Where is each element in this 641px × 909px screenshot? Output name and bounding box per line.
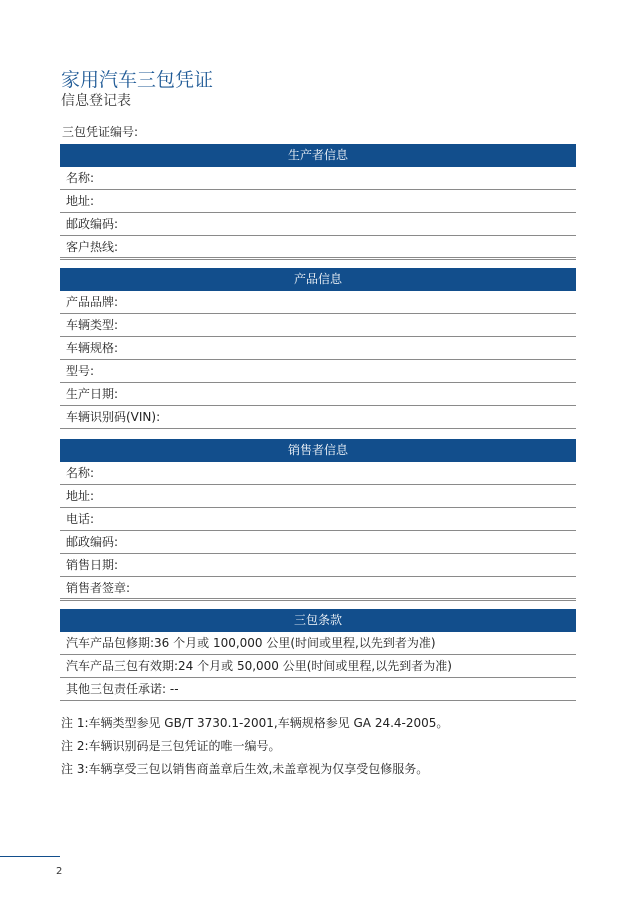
page-title: 家用汽车三包凭证: [61, 69, 214, 91]
producer-info-section: [60, 144, 576, 260]
form-row[interactable]: 地址:: [60, 190, 576, 213]
form-row[interactable]: 生产日期:: [60, 383, 576, 406]
note-item: 注 3:车辆享受三包以销售商盖章后生效,未盖章视为仅享受包修服务。: [61, 762, 429, 776]
form-row[interactable]: 邮政编码:: [60, 531, 576, 554]
form-row[interactable]: 电话:: [60, 508, 576, 531]
notes: [61, 712, 581, 781]
footer-divider: [0, 856, 60, 857]
certificate-number-label: 三包凭证编号:: [62, 125, 139, 139]
product-info-section: [60, 268, 576, 429]
form-row[interactable]: 销售日期:: [60, 554, 576, 577]
form-row[interactable]: 客户热线:: [60, 236, 576, 260]
form-row[interactable]: 名称:: [60, 462, 576, 485]
form-row[interactable]: 车辆规格:: [60, 337, 576, 360]
page-subtitle: 信息登记表: [61, 93, 131, 109]
form-row: 其他三包责任承诺: --: [60, 678, 576, 701]
form-row: 汽车产品包修期:36 个月或 100,000 公里(时间或里程,以先到者为准): [60, 632, 576, 655]
form-row[interactable]: 产品品牌:: [60, 291, 576, 314]
form-row: 汽车产品三包有效期:24 个月或 50,000 公里(时间或里程,以先到者为准): [60, 655, 576, 678]
warranty-terms-section: [60, 609, 576, 701]
page-number: 2: [56, 866, 63, 877]
form-row[interactable]: 车辆类型:: [60, 314, 576, 337]
form-row[interactable]: 销售者签章:: [60, 577, 576, 601]
form-row[interactable]: 车辆识别码(VIN):: [60, 406, 576, 429]
note-item: 注 1:车辆类型参见 GB/T 3730.1-2001,车辆规格参见 GA 24.4-2005。: [61, 716, 449, 730]
section-header: 生产者信息: [60, 144, 576, 167]
form-row[interactable]: 邮政编码:: [60, 213, 576, 236]
form-row[interactable]: 型号:: [60, 360, 576, 383]
seller-info-section: [60, 439, 576, 601]
section-header: 三包条款: [60, 609, 576, 632]
section-header: 销售者信息: [60, 439, 576, 462]
form-row[interactable]: 名称:: [60, 167, 576, 190]
note-item: 注 2:车辆识别码是三包凭证的唯一编号。: [61, 739, 281, 753]
form-row[interactable]: 地址:: [60, 485, 576, 508]
section-header: 产品信息: [60, 268, 576, 291]
